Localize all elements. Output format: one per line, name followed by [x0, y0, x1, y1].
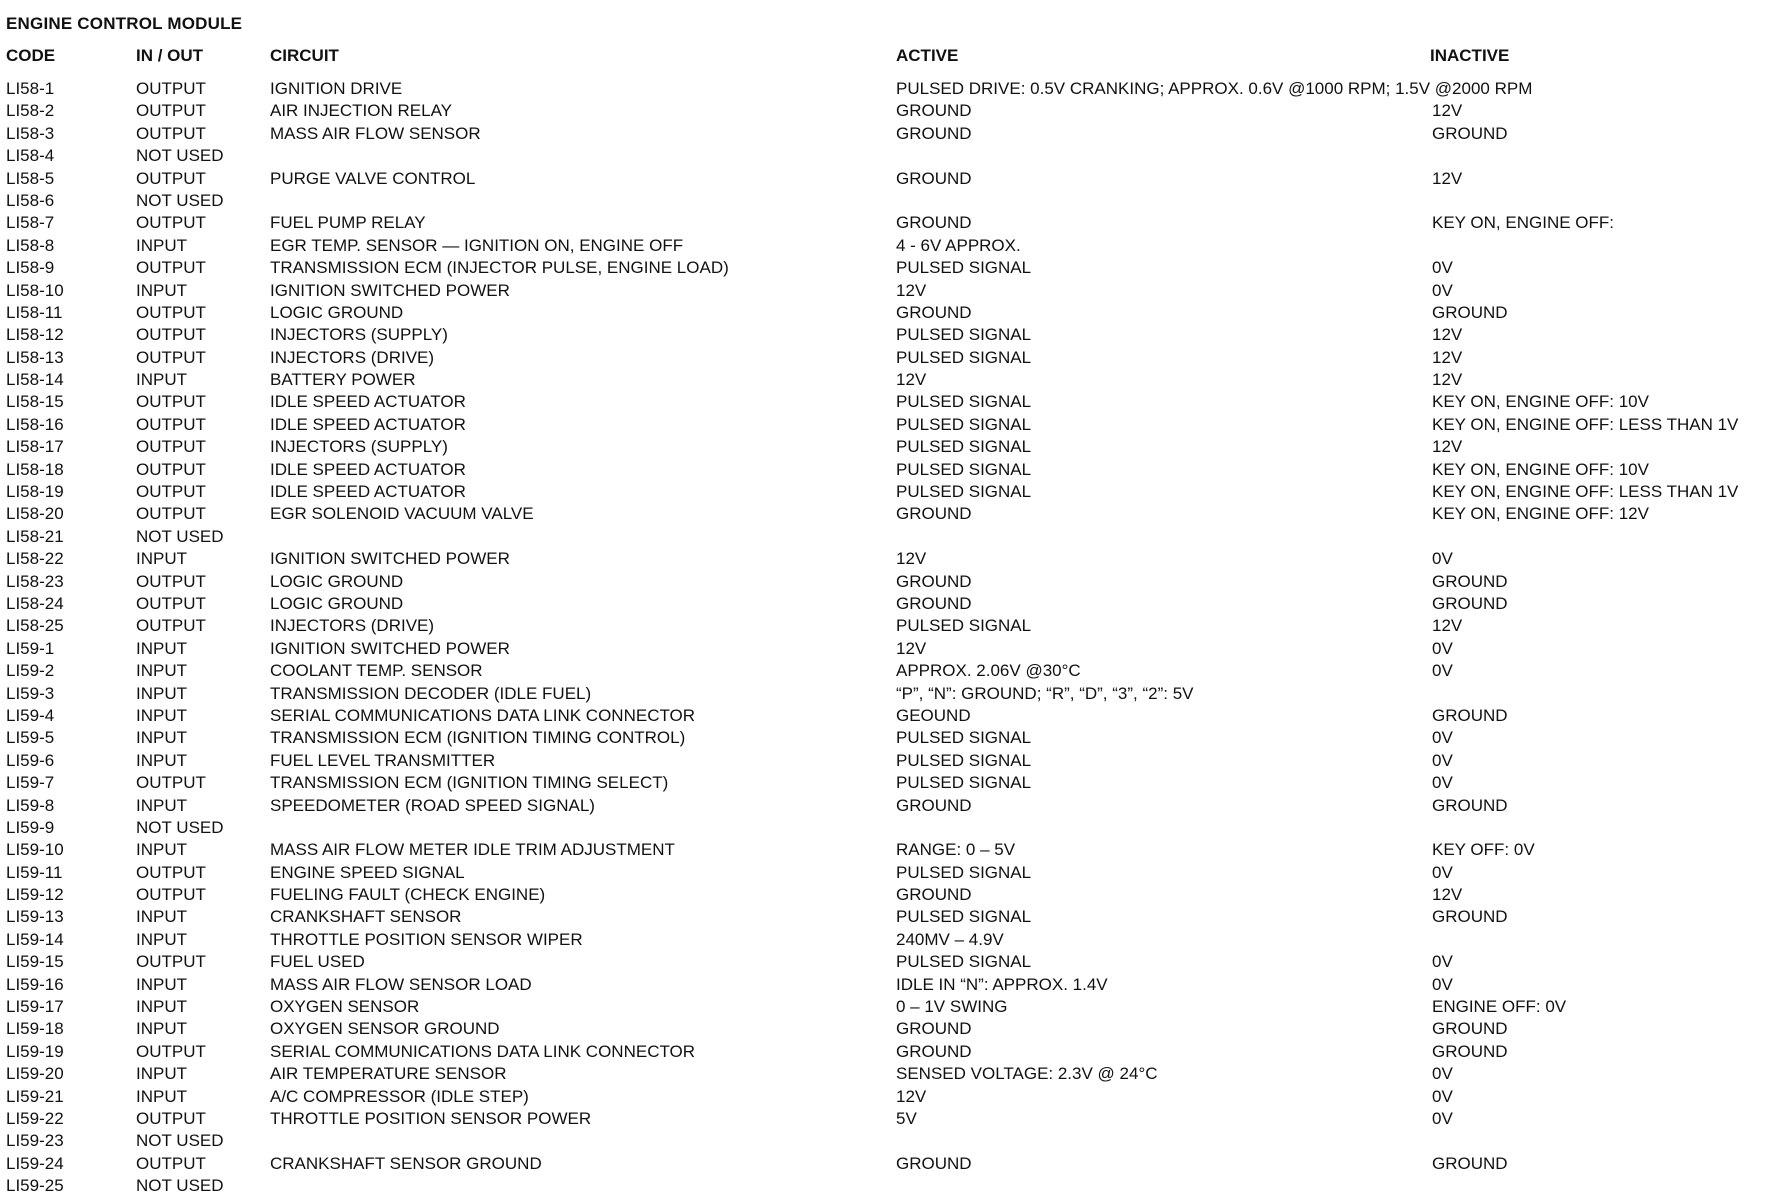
cell-in-out: INPUT [136, 683, 187, 703]
cell-code: LI58-22 [6, 549, 64, 569]
cell-code: LI58-23 [6, 571, 64, 591]
table-row [0, 817, 1782, 839]
table-row [0, 459, 1782, 481]
cell-active: GROUND [896, 101, 972, 121]
cell-active: GEOUND [896, 705, 971, 725]
table-row [0, 638, 1782, 660]
table-row [0, 414, 1782, 436]
cell-in-out: OUTPUT [136, 616, 206, 636]
cell-active: PULSED SIGNAL [896, 773, 1032, 793]
cell-circuit: IGNITION SWITCHED POWER [270, 280, 510, 300]
cell-code: LI58-10 [6, 280, 64, 300]
cell-in-out: NOT USED [136, 1131, 224, 1151]
cell-active: GROUND [896, 885, 972, 905]
cell-in-out: INPUT [136, 907, 187, 927]
cell-active: PULSED SIGNAL [896, 616, 1032, 636]
cell-circuit: TRANSMISSION DECODER (IDLE FUEL) [270, 683, 592, 703]
cell-code: LI59-16 [6, 974, 64, 994]
cell-inactive: KEY ON, ENGINE OFF: LESS THAN 1V [1432, 414, 1739, 434]
column-header-circuit: CIRCUIT [270, 46, 339, 65]
cell-active: “P”, “N”: GROUND; “R”, “D”, “3”, “2”: 5V [896, 683, 1194, 703]
cell-inactive: 12V [1432, 325, 1463, 345]
cell-code: LI59-7 [6, 773, 55, 793]
table-row [0, 593, 1782, 615]
cell-circuit: ENGINE SPEED SIGNAL [270, 862, 465, 882]
cell-in-out: OUTPUT [136, 258, 206, 278]
cell-code: LI58-1 [6, 79, 55, 98]
table-row [0, 1108, 1782, 1130]
cell-circuit: INJECTORS (DRIVE) [270, 347, 435, 367]
cell-circuit: MASS AIR FLOW METER IDLE TRIM ADJUSTMENT [270, 840, 675, 860]
column-header-inactive: INACTIVE [1430, 46, 1510, 65]
cell-active: GROUND [896, 504, 972, 524]
cell-in-out: INPUT [136, 974, 187, 994]
cell-circuit: CRANKSHAFT SENSOR GROUND [270, 1153, 542, 1173]
cell-code: LI58-4 [6, 146, 55, 166]
cell-inactive: KEY ON, ENGINE OFF: 10V [1432, 392, 1649, 412]
cell-circuit: EGR SOLENOID VACUUM VALVE [270, 504, 534, 524]
cell-inactive: 12V [1432, 437, 1463, 457]
cell-in-out: INPUT [136, 549, 187, 569]
table-row [0, 235, 1782, 257]
table-row [0, 369, 1782, 391]
cell-code: LI59-13 [6, 907, 64, 927]
cell-code: LI59-21 [6, 1086, 64, 1106]
cell-inactive: GROUND [1432, 302, 1508, 322]
cell-in-out: OUTPUT [136, 1153, 206, 1173]
cell-in-out: OUTPUT [136, 123, 206, 143]
cell-in-out: INPUT [136, 997, 187, 1017]
cell-in-out: INPUT [136, 795, 187, 815]
cell-in-out: OUTPUT [136, 504, 206, 524]
cell-active: PULSED SIGNAL [896, 347, 1032, 367]
cell-circuit: A/C COMPRESSOR (IDLE STEP) [270, 1086, 529, 1106]
cell-in-out: INPUT [136, 840, 187, 860]
table-row [0, 1063, 1782, 1085]
cell-inactive: KEY OFF: 0V [1432, 840, 1535, 860]
cell-inactive: 0V [1432, 1064, 1453, 1084]
cell-active: PULSED SIGNAL [896, 414, 1032, 434]
cell-inactive: 0V [1432, 1086, 1453, 1106]
cell-active: GROUND [896, 795, 972, 815]
table-row [0, 660, 1782, 682]
table-row [0, 436, 1782, 458]
cell-in-out: NOT USED [136, 1176, 224, 1196]
cell-active: 12V [896, 638, 927, 658]
table-row [0, 302, 1782, 324]
cell-in-out: INPUT [136, 929, 187, 949]
cell-in-out: INPUT [136, 280, 187, 300]
cell-inactive: KEY ON, ENGINE OFF: LESS THAN 1V [1432, 482, 1739, 502]
cell-circuit: MASS AIR FLOW SENSOR [270, 123, 481, 143]
cell-active: RANGE: 0 – 5V [896, 840, 1016, 860]
cell-code: LI58-7 [6, 213, 55, 233]
cell-code: LI59-23 [6, 1131, 64, 1151]
cell-circuit: SERIAL COMMUNICATIONS DATA LINK CONNECTOR [270, 705, 696, 725]
cell-circuit: TRANSMISSION ECM (IGNITION TIMING SELECT) [270, 773, 669, 793]
cell-circuit: FUELING FAULT (CHECK ENGINE) [270, 885, 546, 905]
cell-inactive: 0V [1432, 1108, 1453, 1128]
cell-circuit: TRANSMISSION ECM (INJECTOR PULSE, ENGINE LOAD) [270, 258, 729, 278]
cell-circuit: LOGIC GROUND [270, 571, 404, 591]
cell-inactive: 0V [1432, 549, 1453, 569]
table-row [0, 683, 1782, 705]
table-row [0, 168, 1782, 190]
cell-code: LI59-20 [6, 1064, 64, 1084]
cell-in-out: OUTPUT [136, 213, 206, 233]
cell-circuit: AIR INJECTION RELAY [270, 101, 452, 121]
cell-circuit: THROTTLE POSITION SENSOR WIPER [270, 929, 583, 949]
cell-inactive: 12V [1432, 616, 1463, 636]
cell-active: 5V [896, 1108, 917, 1128]
cell-code: LI58-11 [6, 302, 63, 322]
table-row [0, 1130, 1782, 1152]
cell-active: PULSED SIGNAL [896, 459, 1032, 479]
cell-code: LI58-18 [6, 459, 64, 479]
table-row [0, 503, 1782, 525]
cell-in-out: OUTPUT [136, 101, 206, 121]
cell-code: LI58-12 [6, 325, 64, 345]
cell-in-out: NOT USED [136, 146, 224, 166]
cell-circuit: SERIAL COMMUNICATIONS DATA LINK CONNECTOR [270, 1041, 696, 1061]
cell-code: LI59-10 [6, 840, 64, 860]
cell-inactive: KEY ON, ENGINE OFF: [1432, 213, 1614, 233]
table-row [0, 280, 1782, 302]
cell-in-out: OUTPUT [136, 79, 206, 98]
cell-circuit: OXYGEN SENSOR [270, 997, 420, 1017]
table-row [0, 750, 1782, 772]
cell-inactive: 12V [1432, 370, 1463, 390]
cell-circuit: SPEEDOMETER (ROAD SPEED SIGNAL) [270, 795, 595, 815]
cell-inactive: 0V [1432, 258, 1453, 278]
cell-circuit: IDLE SPEED ACTUATOR [270, 392, 466, 412]
table-row [0, 996, 1782, 1018]
cell-in-out: OUTPUT [136, 1108, 206, 1128]
cell-code: LI58-8 [6, 235, 55, 255]
cell-in-out: INPUT [136, 728, 187, 748]
cell-code: LI58-3 [6, 123, 55, 143]
cell-in-out: OUTPUT [136, 414, 206, 434]
cell-inactive: GROUND [1432, 593, 1508, 613]
cell-active: 4 - 6V APPROX. [896, 235, 1021, 255]
cell-inactive: 12V [1432, 101, 1463, 121]
cell-active: 12V [896, 549, 927, 569]
table-row [0, 929, 1782, 951]
cell-inactive: GROUND [1432, 705, 1508, 725]
cell-circuit: EGR TEMP. SENSOR — IGNITION ON, ENGINE OFF [270, 235, 684, 255]
cell-code: LI59-22 [6, 1108, 64, 1128]
table-row [0, 391, 1782, 413]
cell-in-out: OUTPUT [136, 571, 206, 591]
cell-active: PULSED SIGNAL [896, 728, 1032, 748]
cell-active: PULSED SIGNAL [896, 325, 1032, 345]
table-row [0, 190, 1782, 212]
table-row [0, 257, 1782, 279]
cell-code: LI59-9 [6, 817, 55, 837]
cell-circuit: INJECTORS (SUPPLY) [270, 437, 448, 457]
cell-inactive: GROUND [1432, 795, 1508, 815]
table-row [0, 481, 1782, 503]
table-row [0, 526, 1782, 548]
cell-active: PULSED SIGNAL [896, 437, 1032, 457]
cell-active: 0 – 1V SWING [896, 997, 1008, 1017]
cell-in-out: INPUT [136, 661, 187, 681]
cell-inactive: GROUND [1432, 123, 1508, 143]
cell-inactive: GROUND [1432, 571, 1508, 591]
cell-circuit: OXYGEN SENSOR GROUND [270, 1019, 500, 1039]
cell-in-out: OUTPUT [136, 437, 206, 457]
cell-in-out: OUTPUT [136, 862, 206, 882]
cell-circuit: INJECTORS (DRIVE) [270, 616, 435, 636]
table-row [0, 1086, 1782, 1108]
cell-active: PULSED SIGNAL [896, 392, 1032, 412]
cell-code: LI59-4 [6, 705, 55, 725]
table-row [0, 1175, 1782, 1197]
cell-active: PULSED SIGNAL [896, 750, 1032, 770]
cell-circuit: IDLE SPEED ACTUATOR [270, 459, 466, 479]
cell-inactive: GROUND [1432, 907, 1508, 927]
cell-in-out: INPUT [136, 370, 187, 390]
cell-code: LI58-2 [6, 101, 55, 121]
cell-circuit: FUEL PUMP RELAY [270, 213, 426, 233]
table-row [0, 347, 1782, 369]
cell-code: LI59-3 [6, 683, 55, 703]
table-row [0, 548, 1782, 570]
cell-in-out: NOT USED [136, 526, 224, 546]
cell-active: PULSED SIGNAL [896, 862, 1032, 882]
table-row [0, 884, 1782, 906]
cell-circuit: CRANKSHAFT SENSOR [270, 907, 462, 927]
cell-in-out: NOT USED [136, 817, 224, 837]
table-row [0, 78, 1782, 100]
cell-active: GROUND [896, 213, 972, 233]
cell-circuit: INJECTORS (SUPPLY) [270, 325, 448, 345]
cell-code: LI59-2 [6, 661, 55, 681]
column-header-active: ACTIVE [896, 46, 959, 65]
table-row [0, 571, 1782, 593]
table-row [0, 1153, 1782, 1175]
table-row [0, 123, 1782, 145]
cell-code: LI59-25 [6, 1176, 64, 1196]
cell-code: LI58-14 [6, 370, 64, 390]
cell-code: LI59-15 [6, 952, 64, 972]
cell-code: LI58-9 [6, 258, 55, 278]
cell-active: PULSED SIGNAL [896, 907, 1032, 927]
cell-inactive: 0V [1432, 728, 1453, 748]
cell-in-out: INPUT [136, 1019, 187, 1039]
cell-code: LI59-18 [6, 1019, 64, 1039]
cell-active: GROUND [896, 571, 972, 591]
cell-active: GROUND [896, 1153, 972, 1173]
cell-active: GROUND [896, 302, 972, 322]
cell-code: LI58-20 [6, 504, 64, 524]
cell-in-out: INPUT [136, 1086, 187, 1106]
cell-code: LI59-24 [6, 1153, 64, 1173]
cell-active: GROUND [896, 593, 972, 613]
table-row [0, 615, 1782, 637]
table-row [0, 839, 1782, 861]
cell-active: IDLE IN “N”: APPROX. 1.4V [896, 974, 1108, 994]
cell-circuit: IGNITION SWITCHED POWER [270, 549, 510, 569]
cell-code: LI59-8 [6, 795, 55, 815]
pin-table [0, 78, 1782, 1198]
cell-circuit: IGNITION SWITCHED POWER [270, 638, 510, 658]
cell-circuit: FUEL LEVEL TRANSMITTER [270, 750, 496, 770]
cell-circuit: THROTTLE POSITION SENSOR POWER [270, 1108, 592, 1128]
table-row [0, 324, 1782, 346]
cell-in-out: OUTPUT [136, 773, 206, 793]
cell-inactive: GROUND [1432, 1041, 1508, 1061]
cell-circuit: IDLE SPEED ACTUATOR [270, 414, 466, 434]
cell-inactive: GROUND [1432, 1153, 1508, 1173]
table-row [0, 100, 1782, 122]
cell-circuit: FUEL USED [270, 952, 365, 972]
cell-in-out: OUTPUT [136, 325, 206, 345]
table-row [0, 951, 1782, 973]
table-row [0, 795, 1782, 817]
cell-in-out: OUTPUT [136, 885, 206, 905]
cell-circuit: MASS AIR FLOW SENSOR LOAD [270, 974, 532, 994]
cell-active: APPROX. 2.06V @30°C [896, 661, 1081, 681]
cell-in-out: OUTPUT [136, 1041, 206, 1061]
cell-active: PULSED SIGNAL [896, 258, 1032, 278]
cell-inactive: 0V [1432, 750, 1453, 770]
cell-code: LI58-13 [6, 347, 64, 367]
cell-circuit: COOLANT TEMP. SENSOR [270, 661, 483, 681]
cell-in-out: OUTPUT [136, 392, 206, 412]
cell-active: 12V [896, 370, 927, 390]
cell-inactive: ENGINE OFF: 0V [1432, 997, 1567, 1017]
cell-in-out: NOT USED [136, 190, 224, 210]
cell-circuit: IGNITION DRIVE [270, 79, 403, 98]
table-row [0, 862, 1782, 884]
cell-active: 12V [896, 1086, 927, 1106]
cell-inactive: 0V [1432, 773, 1453, 793]
cell-active: 12V [896, 280, 927, 300]
table-row [0, 727, 1782, 749]
cell-circuit: LOGIC GROUND [270, 302, 404, 322]
cell-inactive: 12V [1432, 347, 1463, 367]
cell-code: LI58-6 [6, 190, 55, 210]
cell-circuit: IDLE SPEED ACTUATOR [270, 482, 466, 502]
cell-in-out: OUTPUT [136, 593, 206, 613]
cell-code: LI59-17 [6, 997, 64, 1017]
table-row [0, 906, 1782, 928]
cell-code: LI58-24 [6, 593, 64, 613]
table-row [0, 705, 1782, 727]
cell-active: 240MV – 4.9V [896, 929, 1004, 949]
cell-code: LI59-1 [6, 638, 55, 658]
cell-code: LI59-19 [6, 1041, 64, 1061]
cell-active: PULSED SIGNAL [896, 482, 1032, 502]
cell-circuit: PURGE VALVE CONTROL [270, 168, 476, 188]
cell-code: LI58-17 [6, 437, 64, 457]
cell-code: LI58-21 [6, 526, 64, 546]
cell-code: LI58-19 [6, 482, 64, 502]
cell-active: SENSED VOLTAGE: 2.3V @ 24°C [896, 1064, 1158, 1084]
table-row [0, 772, 1782, 794]
cell-code: LI59-12 [6, 885, 64, 905]
cell-active: GROUND [896, 1019, 972, 1039]
cell-in-out: INPUT [136, 750, 187, 770]
cell-inactive: 0V [1432, 974, 1453, 994]
page-title: ENGINE CONTROL MODULE [6, 14, 243, 33]
cell-active: PULSED DRIVE: 0.5V CRANKING; APPROX. 0.6V @1000 RPM; 1.5V @2000 RPM [896, 79, 1533, 98]
cell-active: GROUND [896, 168, 972, 188]
cell-code: LI59-14 [6, 929, 64, 949]
column-header-in-out: IN / OUT [136, 46, 204, 65]
cell-inactive: 12V [1432, 168, 1463, 188]
table-row [0, 1018, 1782, 1040]
table-row [0, 212, 1782, 234]
cell-code: LI58-16 [6, 414, 64, 434]
cell-in-out: OUTPUT [136, 952, 206, 972]
cell-in-out: OUTPUT [136, 482, 206, 502]
cell-circuit: AIR TEMPERATURE SENSOR [270, 1064, 507, 1084]
cell-inactive: 0V [1432, 280, 1453, 300]
cell-inactive: 0V [1432, 638, 1453, 658]
cell-active: PULSED SIGNAL [896, 952, 1032, 972]
cell-in-out: OUTPUT [136, 168, 206, 188]
cell-inactive: 0V [1432, 661, 1453, 681]
cell-inactive: GROUND [1432, 1019, 1508, 1039]
cell-in-out: OUTPUT [136, 347, 206, 367]
table-row [0, 145, 1782, 167]
cell-in-out: INPUT [136, 638, 187, 658]
cell-circuit: BATTERY POWER [270, 370, 416, 390]
cell-inactive: 0V [1432, 862, 1453, 882]
cell-in-out: INPUT [136, 235, 187, 255]
table-row [0, 1041, 1782, 1063]
cell-circuit: TRANSMISSION ECM (IGNITION TIMING CONTROL) [270, 728, 686, 748]
cell-in-out: OUTPUT [136, 459, 206, 479]
cell-code: LI58-25 [6, 616, 64, 636]
column-header-code: CODE [6, 46, 56, 65]
cell-in-out: INPUT [136, 1064, 187, 1084]
cell-code: LI58-15 [6, 392, 64, 412]
cell-code: LI59-5 [6, 728, 55, 748]
cell-circuit: LOGIC GROUND [270, 593, 404, 613]
cell-code: LI59-6 [6, 750, 55, 770]
cell-inactive: KEY ON, ENGINE OFF: 12V [1432, 504, 1649, 524]
table-row [0, 974, 1782, 996]
cell-inactive: 12V [1432, 885, 1463, 905]
cell-in-out: INPUT [136, 705, 187, 725]
cell-code: LI59-11 [6, 862, 63, 882]
cell-in-out: OUTPUT [136, 302, 206, 322]
cell-code: LI58-5 [6, 168, 55, 188]
cell-inactive: KEY ON, ENGINE OFF: 10V [1432, 459, 1649, 479]
cell-inactive: 0V [1432, 952, 1453, 972]
cell-active: GROUND [896, 1041, 972, 1061]
cell-active: GROUND [896, 123, 972, 143]
